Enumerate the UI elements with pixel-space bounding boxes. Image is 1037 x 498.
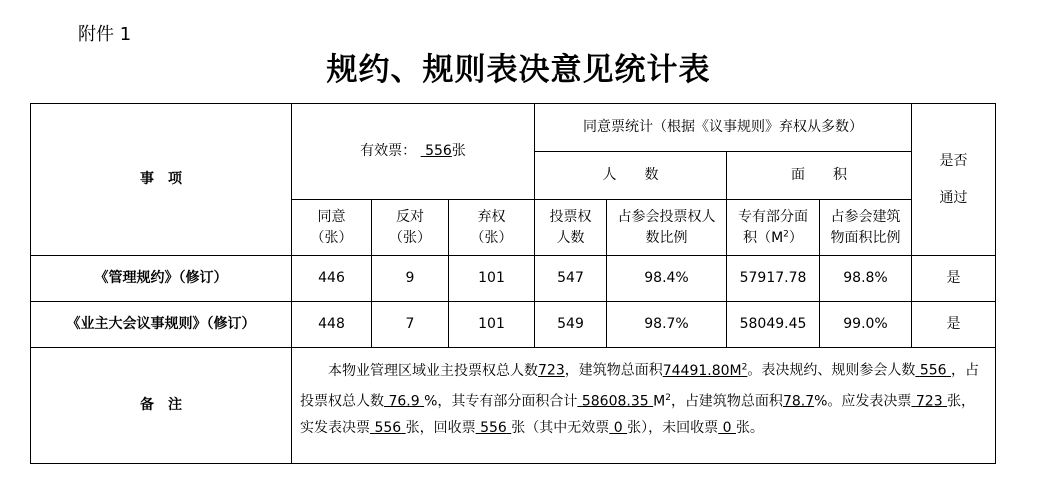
- row-agree: 448: [292, 302, 372, 348]
- voters-col-header: 投票权人数: [535, 200, 607, 256]
- note-label: 备 注: [31, 348, 292, 464]
- vote-statistics-table: [30, 103, 996, 464]
- abstain-col-header: 弃权（张）: [449, 200, 535, 256]
- note-total-area: $74491.80M^2$: [662, 362, 748, 379]
- oppose-col-header: 反对（张）: [372, 200, 449, 256]
- area-ratio-col-header: 占参会建筑物面积比例: [820, 200, 912, 256]
- valid-votes-header: [292, 104, 535, 200]
- item-header: 事 项: [31, 104, 292, 256]
- row-voters: 547: [535, 256, 607, 302]
- valid-votes-prefix: 有效票：: [360, 143, 417, 160]
- area-group-header: 面 积: [727, 152, 912, 200]
- row-abstain: 101: [449, 302, 535, 348]
- voter-ratio-col-header: 占参会投票权人数比例: [607, 200, 727, 256]
- row-passed: 是: [912, 302, 996, 348]
- note-unreturned-ballots: 0: [722, 420, 732, 437]
- note-ballots-due: 723: [915, 393, 943, 410]
- row-area-ratio: 98.8%: [820, 256, 912, 302]
- row-agree: 446: [292, 256, 372, 302]
- note-exclusive-area: 58608.35: [581, 393, 649, 410]
- note-ballots-returned: 556: [480, 420, 507, 437]
- agree-stats-header: 同意票统计（根据《议事规则》弃权从多数）: [535, 104, 912, 152]
- row-area-ratio: 99.0%: [820, 302, 912, 348]
- row-voter-ratio: 98.7%: [607, 302, 727, 348]
- area-col-header: 专有部分面积$(M^2)$: [727, 200, 820, 256]
- row-item: 《管理规约》（修订）: [31, 256, 292, 302]
- passed-header: 是否通过: [912, 104, 996, 256]
- note-text: 本物业管理区域业主投票权总人数723，建筑物总面积$74491.80M^2$。表决规约、规则参会人数 556 ，占投票权总人数 76.9 %，其专有部分面积合计 58608.35 $M^2$，占建筑物总面积78.7%。应发表决票 723 张，实发表决票 556 张，回收票 556 张（其中无效票 0 张），未回收票 0 张。: [292, 348, 996, 464]
- note-total-voters: 723: [538, 362, 565, 379]
- row-passed: 是: [912, 256, 996, 302]
- note-area-ratio: 78.7: [782, 393, 815, 410]
- row-oppose: 9: [372, 256, 449, 302]
- row-oppose: 7: [372, 302, 449, 348]
- page-title: 规约、规则表决意见统计表: [326, 52, 711, 88]
- row-area: 57917.78: [727, 256, 820, 302]
- valid-votes-value: 556: [425, 143, 452, 160]
- note-ballots-issued: 556: [374, 420, 402, 437]
- table-row: [31, 302, 996, 348]
- note-participant-ratio: 76.9: [388, 393, 420, 410]
- row-abstain: 101: [449, 256, 535, 302]
- row-voter-ratio: 98.4%: [607, 256, 727, 302]
- people-group-header: 人 数: [535, 152, 727, 200]
- note-invalid-ballots: 0: [613, 420, 623, 437]
- attachment-label: 附件 1: [78, 24, 132, 45]
- table-row: [31, 256, 996, 302]
- agree-col-header: 同意（张）: [292, 200, 372, 256]
- row-item: 《业主大会议事规则》（修订）: [31, 302, 292, 348]
- row-area: 58049.45: [727, 302, 820, 348]
- note-participants: 556: [919, 362, 947, 379]
- valid-votes-suffix: 张: [451, 143, 466, 160]
- row-voters: 549: [535, 302, 607, 348]
